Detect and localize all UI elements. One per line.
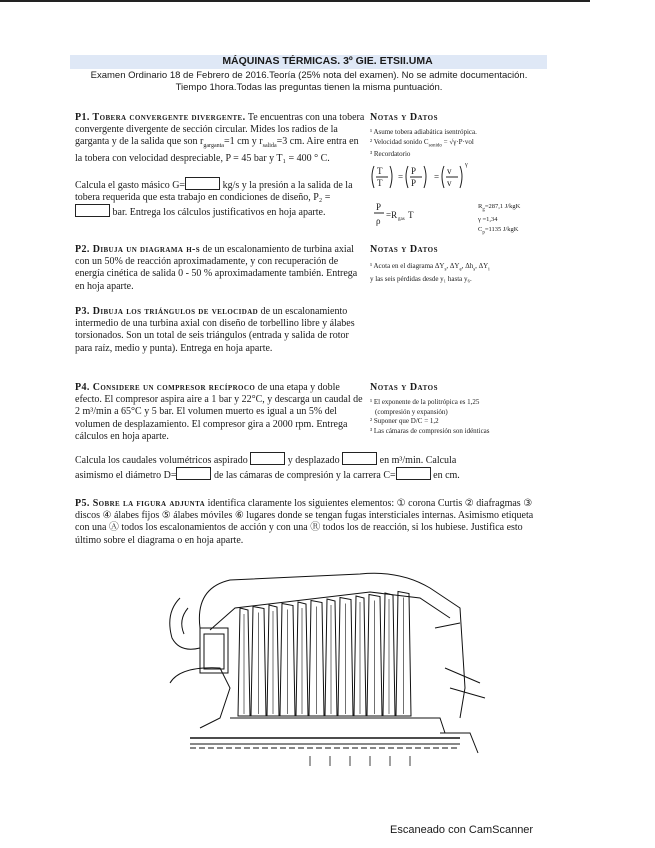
suction-flow-answer-box[interactable] (250, 452, 285, 465)
p1-question: Calcula el gasto másico G= kg/s y la presión a la salida de la tobera requerida que esta trabajo en condiciones de diseño, P₂ = bar. Entrega los cálculos justificativos en hoja aparte. (75, 177, 365, 220)
exam-info: Examen Ordinario 18 de Febrero de 2016.Teoría (25% nota del examen). No se admite documentación. (90, 70, 528, 81)
notes1-heading: Notas y Datos (370, 112, 438, 123)
notes4-heading: Notas y Datos (370, 382, 438, 393)
svg-text:=: = (434, 172, 440, 182)
svg-text:P: P (411, 178, 417, 188)
svg-text:T: T (377, 178, 383, 188)
pressure-answer-box[interactable] (75, 204, 110, 217)
p1-statement: P1. Tobera convergente divergente. Te encuentras con una tobera convergente divergente de sección circular. Mides los radios de la garganta y de la salida que son $r_{garganta}=1$ cm y $r_{salida}=3$ cm. Aire entra en la tobera con velocidad despreciable, P = 45 bar y T₁ = 400 ° C. (75, 112, 365, 164)
svg-text:ρ: ρ (376, 216, 381, 226)
top-rule (0, 0, 590, 2)
p3-statement: P3. Dibuja los triángulos de velocidad de un escalonamiento intermedio de una turbina axial con diseño de torbellino libre y álabes torsionados. Son un total de seis triángulos (entrada y salida de rotor para raíz, medio y punta). Entrega en hoja aparte. (75, 306, 355, 354)
svg-text:gas: gas (398, 217, 405, 222)
turbine-cross-section-drawing (160, 568, 490, 768)
svg-text:P: P (411, 166, 417, 176)
svg-text:v: v (447, 166, 452, 176)
scanner-watermark: Escaneado con CamScanner (390, 824, 534, 836)
blade-stages (238, 592, 411, 717)
notes1-list: ¹ Asume tobera adiabática isentrópica. ² Velocidad sonido $C_{sonido} = √\gamma\cdot P\cdot vol$ ³ Recordatorio (370, 128, 477, 159)
p2-statement: P2. Dibuja un diagrama h-s de un escalonamiento de turbina axial con un 50% de reacción aproximadamente, y con recuperación de energía cinética de salida 0 - 50 % aproximadamente también. Entrega en hoja aparte. (75, 244, 358, 292)
svg-text:T: T (377, 166, 383, 176)
p4-statement: P4. Considere un compresor recíproco de una etapa y doble efecto. El compresor aspira aire a 1 bar y 22°C, y descarga un caudal de 2 m³/min a 65°C y 5 bar. El volumen muerto es igual a un 5% del volumen de desplazamiento. El compresor gira a 2000 rpm. Entrega cálculos en hoja aparte. (75, 382, 363, 442)
svg-text:γ: γ (465, 162, 468, 168)
p4-question: Calcula los caudales volumétricos aspirado y desplazado en m³/min. Calcula asimismo el diámetro D= de las cámaras de compresión y la carrera C= en cm. (75, 452, 525, 482)
svg-text:v: v (447, 178, 452, 188)
left-gland (170, 598, 200, 649)
stroke-answer-box[interactable] (396, 467, 431, 480)
diameter-answer-box[interactable] (176, 467, 211, 480)
notes4-list: ¹ El exponente de la politrópica es 1,25 (compresión y expansión) ² Suponer que D/C = 1,2 ³ Las cámaras de compresión son idénticas (370, 398, 490, 435)
notes2-list: ¹ Acota en el diagrama $\Delta Y_s$, $\Delta Y_e$, $\Delta h_s$, $\Delta Y_i$ y las seis pérdidas desde y₁ hasta y₆. (370, 262, 490, 283)
exam-time: Tiempo 1hora.Todas las preguntas tienen la misma puntuación. (175, 82, 443, 93)
svg-text:T: T (408, 210, 414, 220)
stage-ticks (310, 756, 410, 766)
svg-text:=: = (398, 172, 404, 182)
mass-flow-answer-box[interactable] (185, 177, 220, 190)
svg-text:P: P (376, 202, 382, 212)
svg-text:=R: =R (386, 210, 398, 220)
notes2-heading: Notas y Datos (370, 244, 438, 255)
page-title: MÁQUINAS TÉRMICAS. 3º GIE. ETSII.UMA (222, 55, 433, 67)
p5-statement: P5. Sobre la figura adjunta identifica claramente los siguientes elementos: ① corona Curtis ② diafragmas ③ discos ④ álabes fijos ⑤ álabes móviles ⑥ lugares donde se tengan fugas intersticiales internas. Asimismo etiqueta con una Ⓐ todos los escalonamientos de acción y con una Ⓡ todos los de reacción, si los hubiese. Justifica esto último sobre el diagrama o en hoja aparte. (75, 498, 534, 546)
gas-constants: $R_g=287,1$ J/kgK γ =1,34 $C_p=1135$ J/kgK (478, 203, 521, 236)
displaced-flow-answer-box[interactable] (342, 452, 377, 465)
